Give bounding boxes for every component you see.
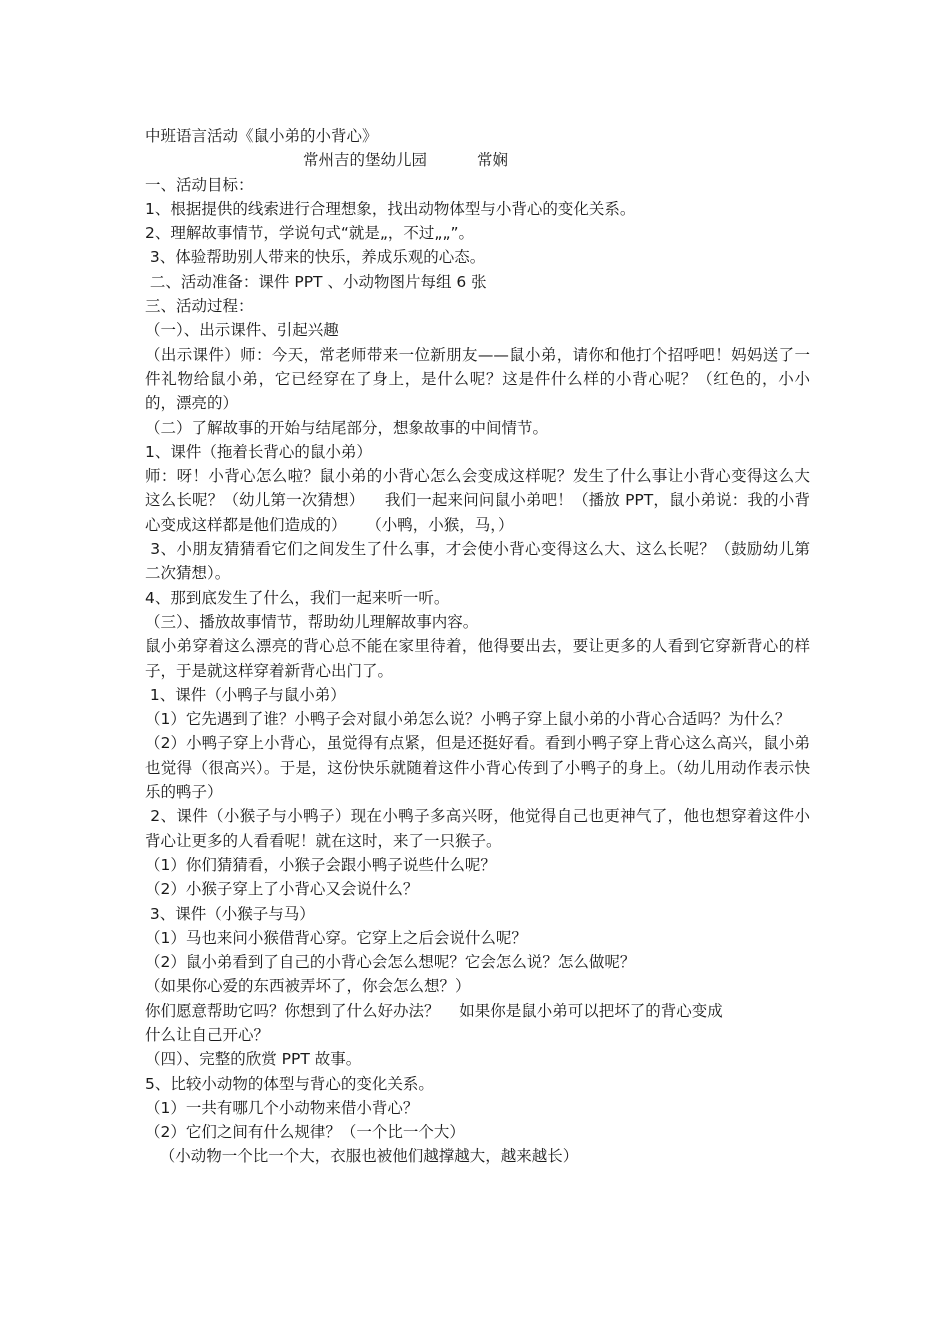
section-heading-process: 三、活动过程： bbox=[145, 297, 254, 316]
step-item: 5、比较小动物的体型与背心的变化关系。 bbox=[145, 1074, 434, 1093]
question-item: （2）小猴子穿上了小背心又会说什么？ bbox=[145, 880, 419, 899]
step-item: 1、课件（小鸭子与鼠小弟） bbox=[145, 685, 346, 704]
objective-item: 3、体验帮助别人带来的快乐，养成乐观的心态。 bbox=[145, 248, 486, 267]
question-item: （2）它们之间有什么规律？（一个比一个大） bbox=[145, 1123, 465, 1142]
subsection-heading: （一）、出示课件、引起兴趣 bbox=[145, 321, 339, 340]
section-heading-preparation: 二、活动准备：课件 PPT 、小动物图片每组 6 张 bbox=[145, 272, 487, 291]
paragraph: （出示课件）师：今天，常老师带来一位新朋友——鼠小弟，请你和他打个招呼吧！妈妈送了一件礼物给鼠小弟，它已经穿在了身上，是什么呢？这是件什么样的小背心呢？（红色的，小小的，漂亮的） bbox=[145, 345, 810, 413]
question-item: （1）马也来问小猴借背心穿。它穿上之后会说什么呢？ bbox=[145, 928, 527, 947]
author-organization: 常州吉的堡幼儿园 bbox=[303, 151, 428, 170]
step-item: 1、课件（拖着长背心的鼠小弟） bbox=[145, 442, 372, 461]
objective-item: 2、理解故事情节，学说句式“就是„，不过„„”。 bbox=[145, 224, 475, 243]
question-item: （1）它先遇到了谁？小鸭子会对鼠小弟怎么说？小鸭子穿上鼠小弟的小背心合适吗？为什么？ bbox=[145, 710, 791, 729]
step-item: 2、课件（小猴子与小鸭子）现在小鸭子多高兴呀，他觉得自己也更神气了，他也想穿着这件小背心让更多的人看看呢！就在这时，来了一只猴子。 bbox=[145, 807, 810, 850]
question-item: （如果你心爱的东西被弄坏了，你会怎么想？） bbox=[145, 977, 471, 996]
paragraph-line: 你们愿意帮助它吗？你想到了什么好办法？ 如果你是鼠小弟可以把坏了的背心变成 bbox=[145, 1001, 723, 1020]
objective-item: 1、根据提供的线索进行合理想象，找出动物体型与小背心的变化关系。 bbox=[145, 199, 636, 218]
subsection-heading: （四）、完整的欣赏 PPT 故事。 bbox=[145, 1050, 362, 1069]
step-item: 4、那到底发生了什么，我们一起来听一听。 bbox=[145, 588, 450, 607]
paragraph: 师：呀！小背心怎么啦？鼠小弟的小背心怎么会变成这样呢？发生了什么事让小背心变得这么大这么长呢？（幼儿第一次猜想） 我们一起来问问鼠小弟吧！（播放 PPT，鼠小弟说：我的小背心变成这样都是他们造成的） （小鸭，小猴，马，） bbox=[145, 467, 810, 534]
document-body bbox=[145, 124, 810, 1169]
author-name: 常娴 bbox=[477, 151, 509, 170]
question-item: （1）你们猜猜看，小猴子会跟小鸭子说些什么呢？ bbox=[145, 855, 496, 874]
question-item: （2）小鸭子穿上小背心，虽觉得有点紧，但是还挺好看。看到小鸭子穿上背心这么高兴，鼠小弟也觉得（很高兴）。于是，这份快乐就随着这件小背心传到了小鸭子的身上。（幼儿用动作表示快乐的鸭子） bbox=[145, 734, 810, 802]
step-item: 3、课件（小猴子与马） bbox=[145, 904, 315, 923]
paragraph: 鼠小弟穿着这么漂亮的背心总不能在家里待着，他得要出去，要让更多的人看到它穿新背心的样子，于是就这样穿着新背心出门了。 bbox=[145, 637, 810, 680]
subsection-heading: （二）了解故事的开始与结尾部分，想象故事的中间情节。 bbox=[145, 418, 549, 437]
question-item: （1）一共有哪几个小动物来借小背心？ bbox=[145, 1098, 419, 1117]
paragraph-line: 什么让自己开心？ bbox=[145, 1025, 270, 1044]
author-line bbox=[145, 148, 810, 172]
document-title: 中班语言活动《鼠小弟的小背心》 bbox=[145, 127, 378, 145]
section-heading-objectives: 一、活动目标： bbox=[145, 175, 254, 194]
step-item: 3、小朋友猜猜看它们之间发生了什么事，才会使小背心变得这么大、这么长呢？（鼓励幼儿第二次猜想）。 bbox=[145, 540, 810, 583]
subsection-heading: （三）、播放故事情节，帮助幼儿理解故事内容。 bbox=[145, 612, 479, 631]
answer-note: （小动物一个比一个大，衣服也被他们越撑越大，越来越长） bbox=[145, 1147, 579, 1166]
question-item: （2）鼠小弟看到了自己的小背心会怎么想呢？它会怎么说？怎么做呢？ bbox=[145, 953, 636, 972]
